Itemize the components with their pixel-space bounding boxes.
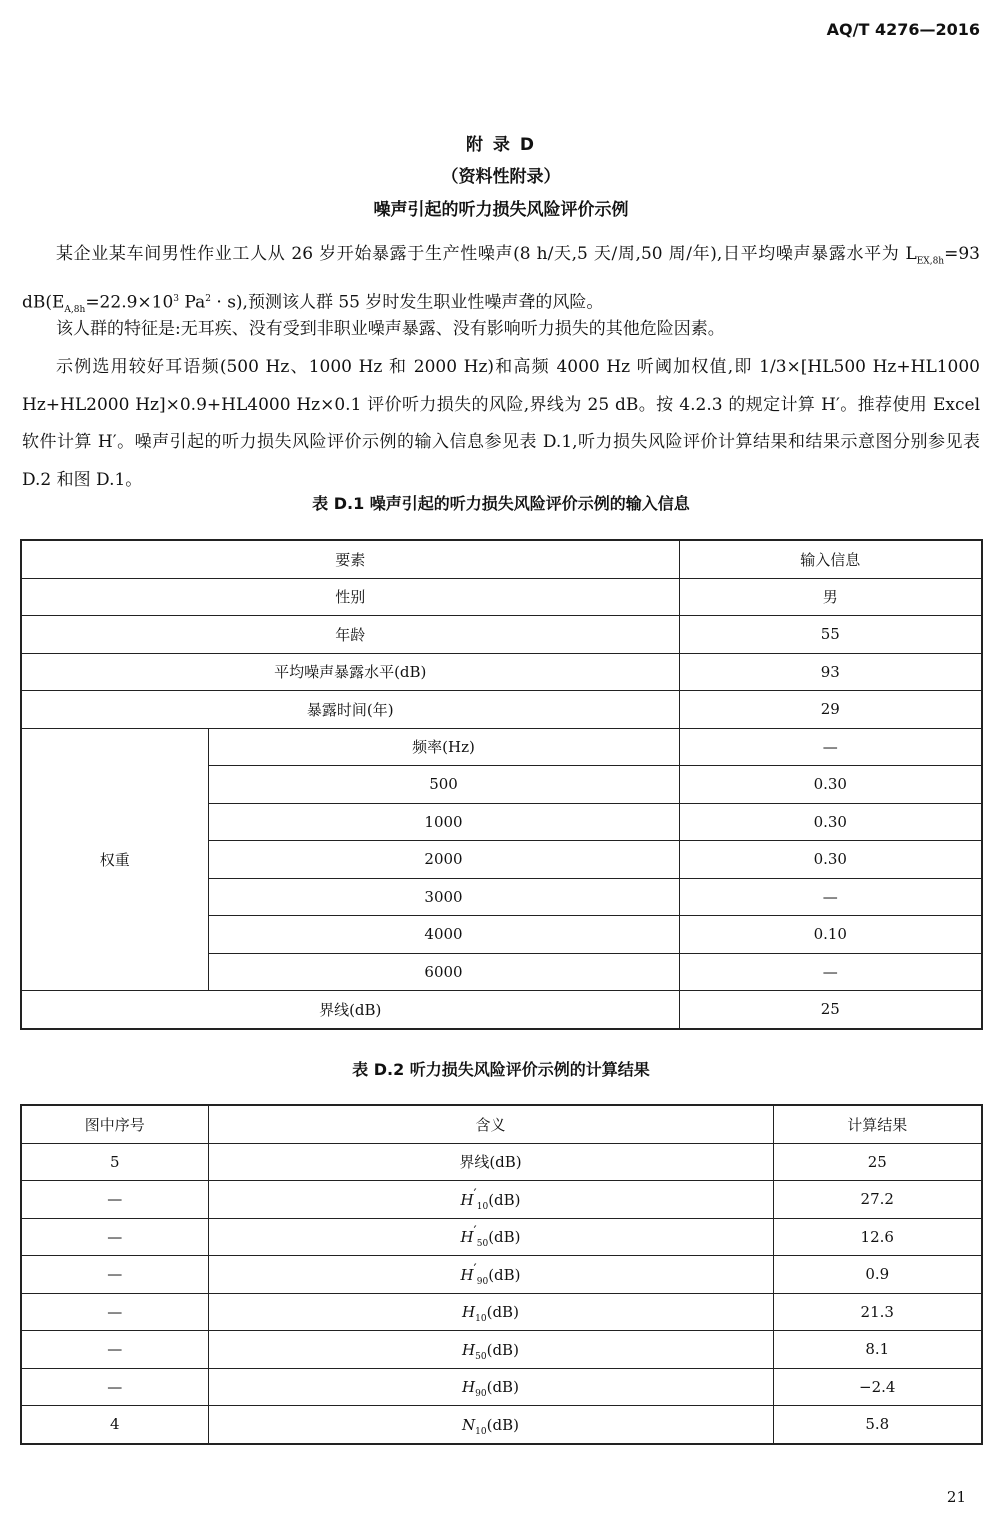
meaning-text: (dB) <box>486 1415 519 1434</box>
result-cell: 0.9 <box>773 1256 982 1294</box>
index-cell: 4 <box>21 1406 208 1444</box>
result-cell: 27.2 <box>773 1181 982 1219</box>
subscript: 10 <box>476 1201 489 1212</box>
meaning-cell <box>208 1368 773 1406</box>
table-cell: 500 <box>208 766 679 804</box>
table-cell: 3000 <box>208 878 679 916</box>
table-cell: 25 <box>679 991 982 1029</box>
result-cell: 5.8 <box>773 1406 982 1444</box>
index-cell: — <box>21 1293 208 1331</box>
table-cell: 平均噪声暴露水平(dB) <box>21 653 679 691</box>
symbol: N <box>462 1415 476 1434</box>
table-row <box>21 1181 982 1219</box>
meaning-cell <box>208 1143 773 1181</box>
result-cell: 25 <box>773 1143 982 1181</box>
meaning-text: (dB) <box>488 1190 521 1209</box>
meaning-cell <box>208 1218 773 1256</box>
appendix-subject: 噪声引起的听力损失风险评价示例 <box>373 200 629 220</box>
page-number: 21 <box>946 1488 966 1506</box>
subscript: 10 <box>475 1426 487 1437</box>
table-d2 <box>20 1104 983 1445</box>
symbol: H <box>462 1340 476 1359</box>
appendix-title: 附 录 D <box>466 135 536 155</box>
table-cell: 男 <box>679 578 982 616</box>
table-cell: — <box>679 953 982 991</box>
table-row <box>21 728 982 766</box>
paragraph-1: 某企业某车间男性作业工人从 26 岁开始暴露于生产性噪声(8 h/天,5 天/周,50 周/年),日平均噪声暴露水平为 $L_{EX,8h}=93$ $dB(E_{A,8h}=22.9\times 10^3$ $Pa^2 \cdot s$),预测该人群 55 岁时发生职业性噪声聋的风险。 <box>22 244 980 315</box>
table-header-row <box>21 540 982 578</box>
table-cell: 2000 <box>208 841 679 879</box>
meaning-text: (dB) <box>488 1265 521 1284</box>
symbol: H <box>460 1265 474 1284</box>
table-cell: 界线(dB) <box>21 991 679 1029</box>
header-cell: 输入信息 <box>679 540 982 578</box>
symbol: H <box>462 1378 476 1397</box>
table-d2-caption: 表 D.2 听力损失风险评价示例的计算结果 <box>352 1060 650 1079</box>
standard-code: AQ/T 4276—2016 <box>826 20 980 39</box>
paragraph-3: 示例选用较好耳语频(500 Hz、1000 Hz 和 2000 Hz)和高频 4000 Hz 听阈加权值,即 1/3×[HL500 Hz+HL1000 Hz+HL2000 Hz]×0.9+HL4000 Hz×0.1 评价听力损失的风险,界线为 25 dB。按 4.2.3 的规定计算 H′。推荐使用 Excel 软件计算 H′。噪声引起的听力损失风险评价示例的输入信息参见表 D.1,听力损失风险评价计算结果和结果示意图分别参见表 D.2 和图 D.1。 <box>22 357 980 490</box>
weight-group-label: 权重 <box>21 728 208 991</box>
result-cell: −2.4 <box>773 1368 982 1406</box>
table-row <box>21 1331 982 1369</box>
symbol: H <box>460 1228 474 1247</box>
table-cell: 年龄 <box>21 616 679 654</box>
prime: ′ <box>473 1261 477 1278</box>
subscript: 10 <box>475 1314 487 1325</box>
table-cell: — <box>679 878 982 916</box>
result-cell: 12.6 <box>773 1218 982 1256</box>
result-cell: 8.1 <box>773 1331 982 1369</box>
index-cell: — <box>21 1331 208 1369</box>
meaning-text: (dB) <box>486 1303 519 1322</box>
table-cell: 频率(Hz) <box>208 728 679 766</box>
table-row <box>21 1368 982 1406</box>
table-cell: 6000 <box>208 953 679 991</box>
table-cell: 0.30 <box>679 841 982 879</box>
table-cell: 0.30 <box>679 766 982 804</box>
table-cell: 93 <box>679 653 982 691</box>
table-row <box>21 1256 982 1294</box>
meaning-cell <box>208 1181 773 1219</box>
table-header-row <box>21 1105 982 1143</box>
index-cell: 5 <box>21 1143 208 1181</box>
header-cell: 要素 <box>21 540 679 578</box>
meaning-cell <box>208 1331 773 1369</box>
table-cell: 暴露时间(年) <box>21 691 679 729</box>
index-cell: — <box>21 1218 208 1256</box>
meaning-cell <box>208 1293 773 1331</box>
table-row <box>21 691 982 729</box>
table-row <box>21 1293 982 1331</box>
subscript: 50 <box>476 1239 489 1250</box>
prime: ′ <box>473 1224 477 1241</box>
meaning-text: 界线(dB) <box>459 1153 522 1172</box>
table-cell: 性别 <box>21 578 679 616</box>
header-cell: 计算结果 <box>773 1105 982 1143</box>
meaning-cell <box>208 1256 773 1294</box>
symbol: H <box>460 1190 474 1209</box>
table-row <box>21 1406 982 1444</box>
table-cell: 55 <box>679 616 982 654</box>
prime: ′ <box>473 1186 477 1203</box>
subscript: 50 <box>475 1351 487 1362</box>
result-cell: 21.3 <box>773 1293 982 1331</box>
table-cell: — <box>679 728 982 766</box>
meaning-text: (dB) <box>486 1340 519 1359</box>
subscript: 90 <box>475 1389 487 1400</box>
index-cell: — <box>21 1368 208 1406</box>
paragraph-2: 该人群的特征是:无耳疾、没有受到非职业噪声暴露、没有影响听力损失的其他危险因素。 <box>56 319 725 339</box>
table-row <box>21 616 982 654</box>
table-row <box>21 991 982 1029</box>
header-cell: 含义 <box>208 1105 773 1143</box>
table-cell: 4000 <box>208 916 679 954</box>
symbol: H <box>462 1303 476 1322</box>
table-row <box>21 1218 982 1256</box>
index-cell: — <box>21 1181 208 1219</box>
table-row <box>21 578 982 616</box>
header-cell: 图中序号 <box>21 1105 208 1143</box>
table-cell: 1000 <box>208 803 679 841</box>
table-row <box>21 653 982 691</box>
table-row <box>21 1143 982 1181</box>
table-cell: 0.10 <box>679 916 982 954</box>
table-cell: 0.30 <box>679 803 982 841</box>
meaning-text: (dB) <box>488 1228 521 1247</box>
table-d1-caption: 表 D.1 噪声引起的听力损失风险评价示例的输入信息 <box>312 494 690 513</box>
subscript: 90 <box>476 1276 489 1287</box>
meaning-cell <box>208 1406 773 1444</box>
index-cell: — <box>21 1256 208 1294</box>
table-cell: 29 <box>679 691 982 729</box>
appendix-type: （资料性附录） <box>441 167 561 187</box>
meaning-text: (dB) <box>486 1378 519 1397</box>
table-d1 <box>20 539 983 1030</box>
